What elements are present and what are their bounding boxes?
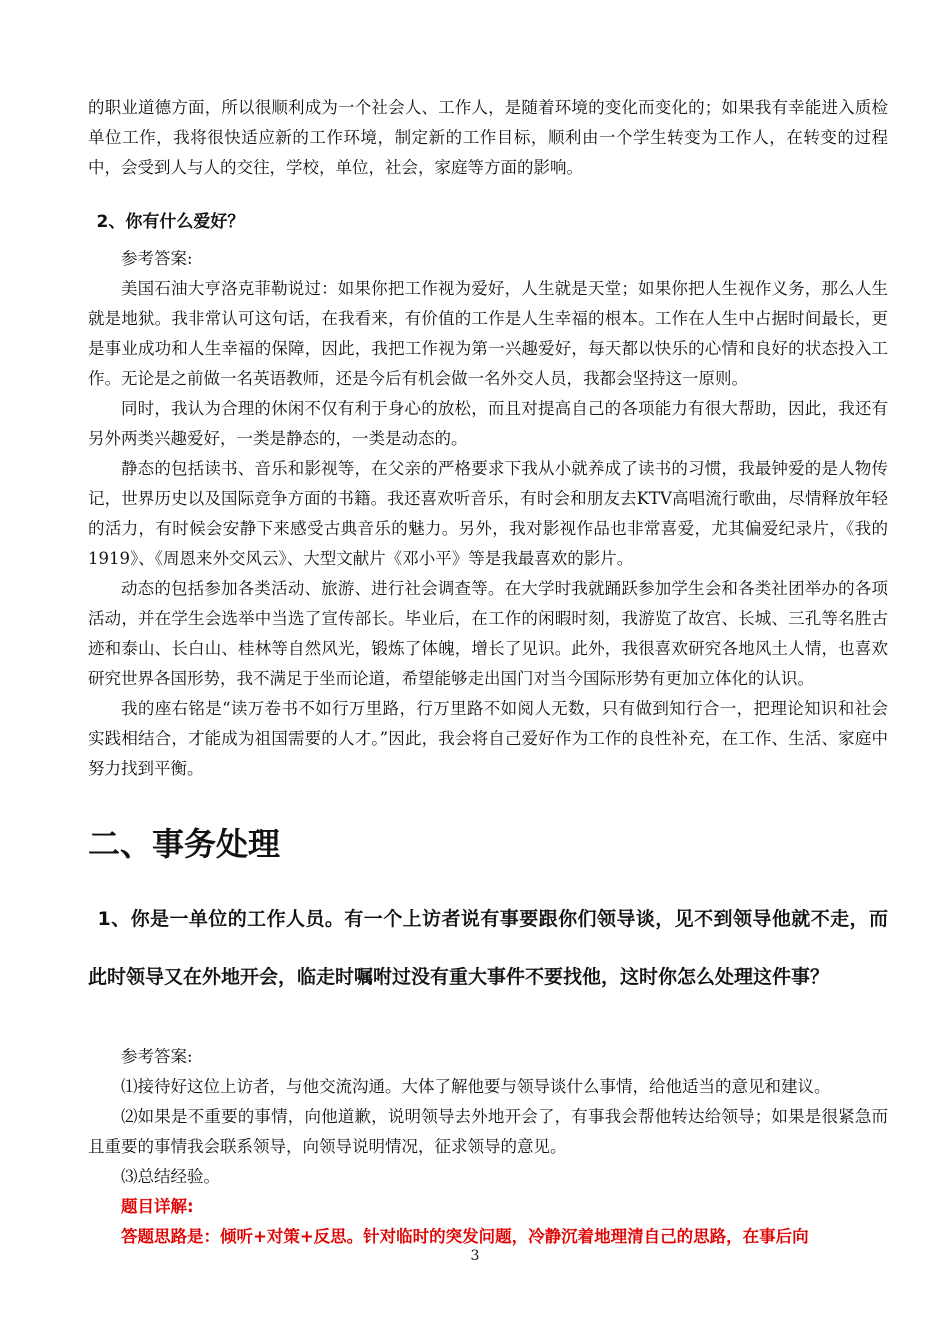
section-2-question-1-block (88, 890, 888, 1006)
section-2-heading-block (88, 822, 888, 866)
question-1-title: 1、你是一单位的工作人员。有一个上访者说有事要跟你们领导谈，见不到领导他就不走，而此时领导又在外地开会，临走时嘱咐过没有重大事件不要找他，这时你怎么处理这件事？ (88, 908, 888, 988)
answer-item: ⑶总结经验。 (121, 1167, 220, 1186)
answer-item: ⑴接待好这位上访者，与他交流沟通。大体了解他要与领导谈什么事情，给他适当的意见和建议。 (121, 1077, 831, 1096)
answer-paragraph: 静态的包括读书、音乐和影视等，在父亲的严格要求下我从小就养成了读书的习惯，我最钟爱的是人物传记，世界历史以及国际竞争方面的书籍。我还喜欢听音乐，有时会和朋友去KTV高唱流行歌曲，尽情释放年轻的活力，有时候会安静下来感受古典音乐的魅力。另外，我对影视作品也非常喜爱，尤其偏爱纪录片，《我的1919》、《周恩来外交风云》、大型文献片《邓小平》等是我最喜欢的影片。 (88, 459, 888, 568)
section-2-question-1-answer (88, 1042, 888, 1252)
intro-continuation-paragraph: 的职业道德方面，所以很顺利成为一个社会人、工作人，是随着环境的变化而变化的；如果我有幸能进入质检单位工作，我将很快适应新的工作环境，制定新的工作目标，顺利由一个学生转变为工作人，在转变的过程中，会受到人与人的交往，学校，单位，社会，家庭等方面的影响。 (88, 98, 888, 177)
answer-paragraph: 美国石油大亨洛克菲勒说过：如果你把工作视为爱好，人生就是天堂；如果你把人生视作义务，那么人生就是地狱。我非常认可这句话，在我看来，有价值的工作是人生幸福的根本。工作在人生中占据时间最长，更是事业成功和人生幸福的保障，因此，我把工作视为第一兴趣爱好，每天都以快乐的心情和良好的状态投入工作。无论是之前做一名英语教师，还是今后有机会做一名外交人员，我都会坚持这一原则。 (88, 279, 888, 388)
intro-continuation-block (88, 93, 888, 183)
answer-paragraph: 动态的包括参加各类活动、旅游、进行社会调查等。在大学时我就踊跃参加学生会和各类社团举办的各项活动，并在学生会选举中当选了宣传部长。毕业后，在工作的闲暇时刻，我游览了故宫、长城、三孔等名胜古迹和泰山、长白山、桂林等自然风光，锻炼了体魄，增长了见识。此外，我很喜欢研究各地风土人情，也喜欢研究世界各国形势，我不满足于坐而论道，希望能够走出国门对当今国际形势有更加立体化的认识。 (88, 579, 888, 688)
detail-label: 题目详解: (121, 1197, 194, 1216)
reference-answer-label: 参考答案: (121, 1047, 193, 1066)
section-title: 二、事务处理 (88, 825, 281, 863)
page-number: 3 (470, 1248, 480, 1264)
question-2-title: 2、你有什么爱好？ (96, 212, 245, 232)
answer-paragraph: 同时，我认为合理的休闲不仅有利于身心的放松，而且对提高自己的各项能力有很大帮助，因此，我还有另外两类兴趣爱好，一类是静态的，一类是动态的。 (88, 399, 888, 448)
reference-answer-label: 参考答案: (121, 249, 193, 268)
answer-item: ⑵如果是不重要的事情，向他道歉，说明领导去外地开会了，有事我会帮他转达给领导；如果是很紧急而且重要的事情我会联系领导，向领导说明情况，征求领导的意见。 (88, 1107, 888, 1156)
question-2-block (88, 207, 888, 237)
answer-paragraph: 我的座右铭是“读万卷书不如行万里路，行万里路不如阅人无数，只有做到知行合一，把理论知识和社会实践相结合，才能成为祖国需要的人才。”因此，我会将自己爱好作为工作的良性补充，在工作、生活、家庭中努力找到平衡。 (88, 699, 888, 778)
detail-text: 答题思路是：倾听+对策+反思。针对临时的突发问题，冷静沉着地理清自己的思路，在事后向 (121, 1227, 809, 1246)
question-2-answer (88, 244, 888, 784)
